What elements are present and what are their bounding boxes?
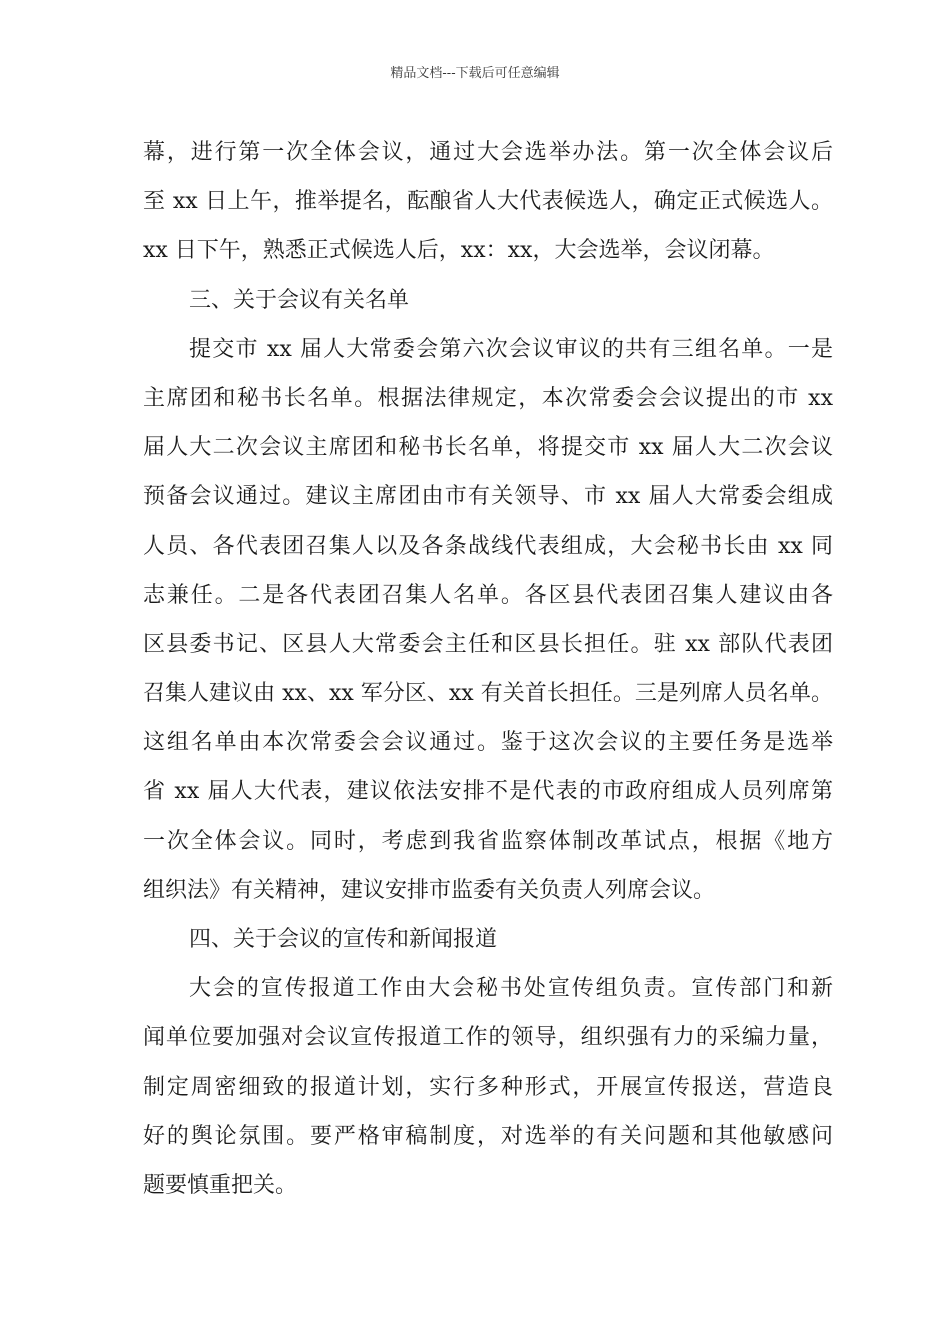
text-line: 组织法》有关精神，建议安排市监委有关负责人列席会议。 — [143, 877, 716, 903]
text-line: 召集人建议由 xx、xx 军分区、xx 有关首长担任。三是列席人员名单。 — [143, 681, 833, 707]
text-line: 预备会议通过。建议主席团由市有关领导、市 xx 届人大常委会组成 — [143, 484, 833, 510]
text-line: 制定周密细致的报道计划，实行多种形式，开展宣传报送，营造良 — [143, 1074, 833, 1100]
text-line: 提交市 xx 届人大常委会第六次会议审议的共有三组名单。一是 — [189, 336, 833, 362]
text-line: 区县委书记、区县人大常委会主任和区县长担任。驻 xx 部队代表团 — [143, 631, 833, 657]
section-heading — [143, 276, 833, 325]
text-line: 大会的宣传报道工作由大会秘书处宣传组负责。宣传部门和新 — [189, 976, 833, 1002]
text-line: xx 日下午，熟悉正式候选人后，xx：xx，大会选举，会议闭幕。 — [143, 238, 775, 264]
document-body — [143, 128, 833, 1210]
paragraph — [143, 964, 833, 1210]
heading-text: 三、关于会议有关名单 — [189, 287, 410, 313]
paragraph — [143, 128, 833, 276]
heading-text: 四、关于会议的宣传和新闻报道 — [189, 927, 498, 952]
text-line: 这组名单由本次常委会会议通过。鉴于这次会议的主要任务是选举 — [143, 730, 833, 756]
paragraph — [143, 325, 833, 915]
text-line: 一次全体会议。同时，考虑到我省监察体制改革试点，根据《地方 — [143, 828, 833, 854]
text-line: 幕，进行第一次全体会议，通过大会选举办法。第一次全体会议后 — [143, 140, 833, 165]
text-line: 省 xx 届人大代表，建议依法安排不是代表的市政府组成人员列席第 — [143, 779, 833, 805]
text-line: 题要慎重把关。 — [143, 1172, 298, 1198]
text-line: 好的舆论氛围。要严格审稿制度，对选举的有关问题和其他敏感问 — [143, 1123, 833, 1149]
text-line: 志兼任。二是各代表团召集人名单。各区县代表团召集人建议由各 — [143, 582, 833, 608]
page-header: 精品文档---下载后可任意编辑 — [390, 66, 560, 81]
text-line: 主席团和秘书长名单。根据法律规定，本次常委会会议提出的市 xx — [143, 385, 833, 411]
text-line: 闻单位要加强对会议宣传报道工作的领导，组织强有力的采编力量， — [143, 1025, 833, 1051]
text-line: 人员、各代表团召集人以及各条战线代表组成，大会秘书长由 xx 同 — [143, 533, 833, 559]
section-heading — [143, 915, 833, 964]
text-line: 届人大二次会议主席团和秘书长名单，将提交市 xx 届人大二次会议 — [143, 435, 833, 461]
text-line: 至 xx 日上午，推举提名，酝酿省人大代表候选人，确定正式候选人。 — [143, 189, 833, 215]
